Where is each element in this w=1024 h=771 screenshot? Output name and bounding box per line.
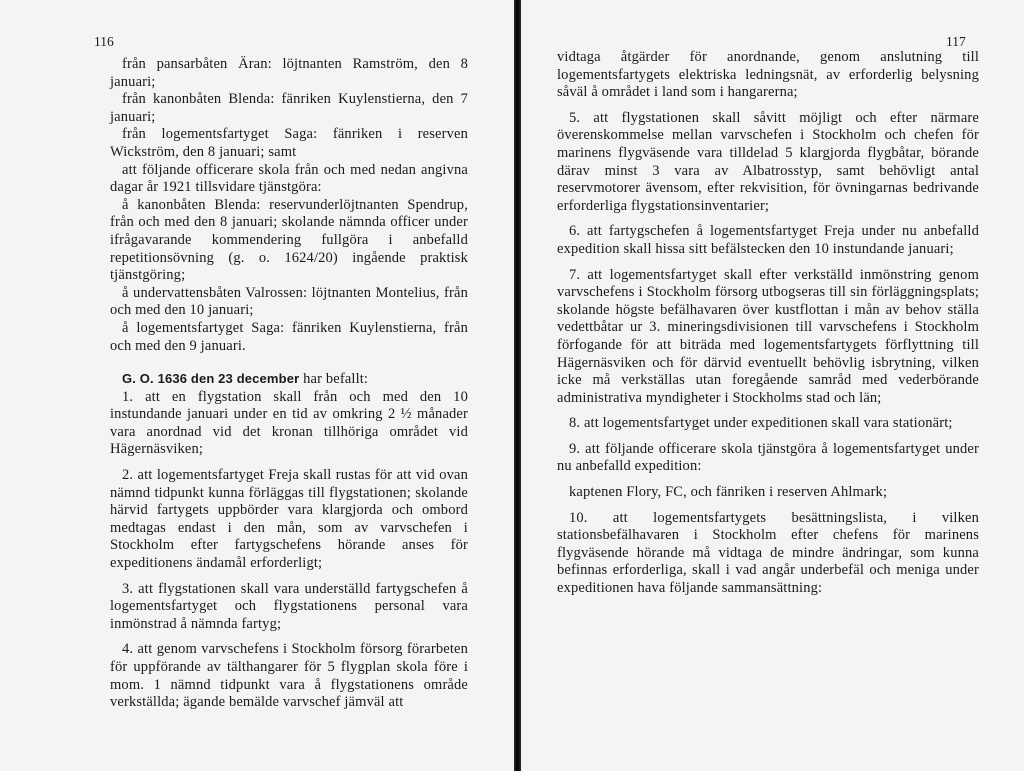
paragraph: å logementsfartyget Saga: fänriken Kuylenstierna, från och med den 9 januari. <box>110 319 468 354</box>
order-item: 4. att genom varvschefens i Stockholm försorg förarbeten för uppförande av tälthangarer för 5 flygplan skola före i mom. 1 nämnd tidpunkt vara å flygstationens område verkställda; ägande bemälde varvschef jämväl att <box>110 641 468 711</box>
spacer <box>557 407 979 415</box>
order-item: 2. att logementsfartyget Freja skall rustas för att vid ovan nämnd tidpunkt kunna förläggas till flygstationen; skolande härvid fartygets uppbörder vara klargjorda och ombord medtagas endast i den mån, som av varvschefen i Stockholm efter fartygschefens hörande anses för expeditionens ändamål erforderligt; <box>110 467 468 572</box>
page-number-left: 116 <box>94 34 114 49</box>
paragraph: å undervattensbåten Valrossen: löjtnanten Montelius, från och med den 10 januari; <box>110 284 468 319</box>
order-item: 1. att en flygstation skall från och med den 10 instundande januari under en tid av omkring 2 ½ månader vara anordnad vid det kronan tillhöriga området vid Hägernäsviken; <box>110 388 468 458</box>
spacer <box>110 459 468 467</box>
page-number-right: 117 <box>946 34 966 49</box>
paragraph: från pansarbåten Äran: löjtnanten Ramström, den 8 januari; <box>110 56 468 90</box>
book-gutter <box>514 0 521 771</box>
paragraph: från kanonbåten Blenda: fänriken Kuylenstierna, den 7 januari; <box>110 91 468 125</box>
right-page <box>521 0 1024 771</box>
order-item: 6. att fartygschefen å logementsfartyget Freja under nu anbefalld expedition skall hissa sitt befälstecken den 10 instundande januari; <box>557 223 979 257</box>
paragraph: att följande officerare skola från och med nedan angivna dagar år 1921 tillsvidare tjänstgöra: <box>110 161 468 196</box>
right-page-text <box>557 49 979 598</box>
order-heading-rest: har befallt: <box>303 371 369 388</box>
order-item: 8. att logementsfartyget under expeditionen skall vara stationärt; <box>569 415 953 432</box>
order-item: 10. att logementsfartygets besättningslista, i vilken stationsbefälhavaren i Stockholm efter chefens för marinens flygväsende hörande må vidtaga de mindre ändringar, som kunna befinnas erforderliga, skall i vad angår underbefäl och meniga under expeditionen hava följande sammansättning: <box>557 509 979 597</box>
order-heading <box>110 370 468 389</box>
paragraph: å kanonbåten Blenda: reservunderlöjtnanten Spendrup, från och med den 8 januari; skolande nämnda officer under ifrågavarande kommendering fullgöra i anbefalld repetitionsövning (g. o. 1624/20) ingående praktisk tjänstgöring; <box>110 196 468 284</box>
spacer <box>557 259 979 267</box>
order-item: kaptenen Flory, FC, och fänriken i reserven Ahlmark; <box>569 484 888 501</box>
order-heading-bold: G. O. 1636 den 23 december <box>122 371 300 387</box>
order-item: 5. att flygstationen skall såvitt möjligt och efter närmare överenskommelse mellan varvschefen i Stockholm och chefen för marinens flygväsende vara tilldelad 5 klargjorda flygbåtar, börande därav minst 3 vara av Albatrosstyp, samt behövligt antal reservmotorer ävensom, efter rekvisition, för övningarnas bedrivande erforderliga flygstationsinventarier; <box>557 109 979 214</box>
order-item: 9. att följande officerare skola tjänstgöra å logementsfartyget under nu anbefalld expedition: <box>557 440 979 475</box>
spacer <box>110 633 468 641</box>
spacer <box>110 355 468 370</box>
order-item: 3. att flygstationen skall vara underställd fartygschefen å logementsfartyget och flygstationens personal vara inmönstrad å nämnda fartyg; <box>110 580 468 632</box>
spacer <box>557 433 979 441</box>
order-item: 7. att logementsfartyget skall efter verkställd inmönstring genom varvschefens i Stockholm försorg utbogseras till sin förläggningsplats; skolande högste befälhavaren över kustflottan i mån av behov ställa vedettbåtar ur 3. mineringsdivisionen till varvschefens i Stockholm förfogande för att biträda med logementsfartygets förflyttning till Hägernäsviken och för därvid eventuellt behövlig isbrytning, vilken icke må verkställas utan foregående samråd med vederbörande administrativa myndigheter i Stockholms stad och län; <box>557 266 979 406</box>
spacer <box>557 476 979 484</box>
spacer <box>557 502 979 510</box>
spacer <box>557 102 979 110</box>
paragraph: från logementsfartyget Saga: fänriken i reserven Wickström, den 8 januari; samt <box>110 126 468 160</box>
order-item-continued: vidtaga åtgärder för anordnande, genom anslutning till logementsfartygets elektriska ledningsnät, av erforderlig belysning såväl å området i land som i hangarerna; <box>557 49 979 101</box>
spacer <box>110 573 468 581</box>
spacer <box>557 215 979 223</box>
left-page-text <box>110 56 468 712</box>
